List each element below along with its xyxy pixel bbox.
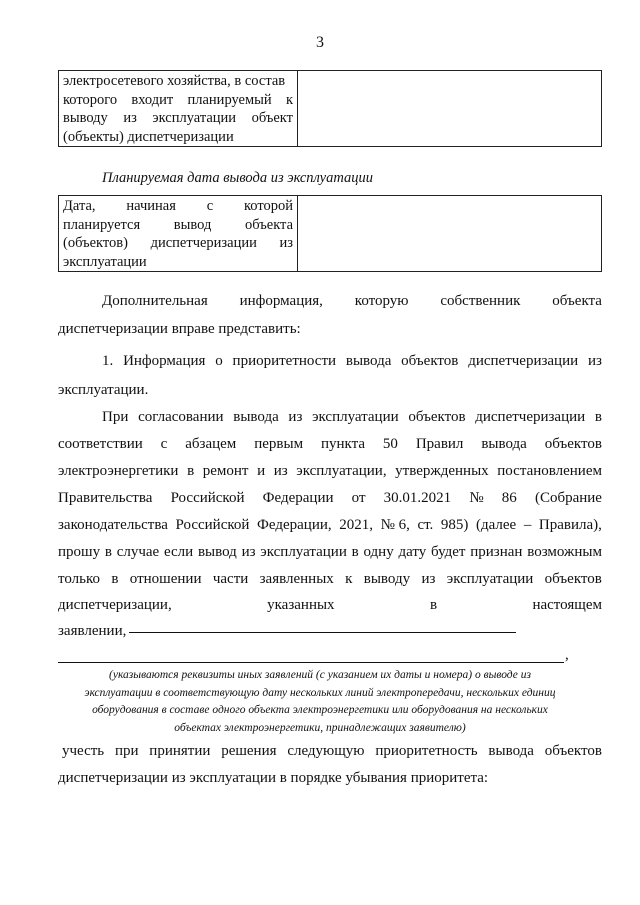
justified-line [58, 591, 602, 620]
word: части [212, 571, 249, 587]
word: из [273, 463, 288, 479]
word: возможным [527, 544, 602, 560]
additional-info-line1 [102, 287, 602, 316]
item1-line1 [102, 347, 602, 376]
word: законодательства [58, 517, 168, 533]
word: электроэнергетики [58, 463, 179, 479]
closing-line-2: диспетчеризации из эксплуатации в порядке убывания приоритета: [58, 770, 489, 786]
closing-line-1 [62, 737, 602, 766]
word: принятии [149, 743, 211, 759]
word: приоритетности [232, 353, 337, 369]
word: из [587, 353, 602, 369]
word: Правила), [538, 517, 602, 533]
word: утвержденных [395, 463, 489, 479]
value-cell-grid-1[interactable] [298, 71, 602, 147]
word: указанных [267, 597, 335, 613]
justified-line [58, 457, 602, 486]
word: из [241, 544, 256, 560]
word: № [469, 490, 484, 506]
word: только [58, 571, 101, 587]
justified-line [62, 737, 602, 766]
word: от [351, 490, 366, 506]
main-line-8 [58, 591, 602, 620]
word: Информация [123, 353, 206, 369]
word: (Собрание [534, 490, 602, 506]
word: объектов [401, 353, 459, 369]
fill-in-line-2[interactable] [58, 662, 564, 663]
word: настоящем [532, 597, 602, 613]
grid-table-1 [58, 70, 602, 147]
word: эксплуатации [260, 544, 347, 560]
date-table [58, 195, 602, 272]
word: диспетчеризации [475, 409, 586, 425]
word: При [102, 409, 129, 425]
justified-line [102, 403, 602, 432]
justified-line [58, 538, 602, 567]
main-line-7 [58, 565, 602, 594]
justified-line [102, 347, 602, 376]
word: Правительства [58, 490, 153, 506]
word: заявленных [259, 571, 334, 587]
word: Дополнительная [102, 293, 208, 309]
date-line: планируется вывод объекта [63, 216, 293, 233]
grid-1-line: электросетевого хозяйства, в состав [63, 73, 286, 89]
word: выводу [363, 571, 411, 587]
main-line-2 [58, 430, 602, 459]
date-line: эксплуатации [63, 253, 147, 270]
additional-info-line2: диспетчеризации вправе представить: [58, 321, 301, 337]
word: диспетчеризации, [58, 597, 172, 613]
fill-in-line-1[interactable] [129, 632, 516, 633]
date-line: (объектов) диспетчеризации из [63, 235, 293, 251]
grid-1-line: выводу из эксплуатации объект [63, 110, 293, 126]
word: из [421, 571, 436, 587]
main-line-4 [58, 484, 602, 513]
word: абзацем [185, 436, 237, 452]
justified-line [58, 511, 602, 540]
word: ст. [417, 517, 434, 533]
word: Правил [415, 436, 464, 452]
word: которую [354, 293, 409, 309]
word: эксплуатации [312, 409, 399, 425]
note-line: эксплуатации в соответствующую дату нескольких линий электропередачи, нескольких единиц [84, 686, 556, 699]
word: и [257, 463, 266, 479]
word: 30.01.2021 [383, 490, 452, 506]
word: учесть [62, 743, 105, 759]
word: вывода [488, 743, 534, 759]
word: объектов [544, 436, 602, 452]
word: следующую [287, 743, 365, 759]
justified-line [58, 430, 602, 459]
word: Федерации, [257, 517, 332, 533]
word: объектов [408, 409, 466, 425]
word: эксплуатации [446, 571, 534, 587]
note-line: (указываются реквизиты иных заявлений (с указанием их даты и номера) о выводе из [109, 669, 531, 681]
word: Российской [175, 517, 250, 533]
word: 985) [440, 517, 469, 533]
word: ремонт [202, 463, 249, 479]
label-cell-grid-1 [59, 71, 298, 147]
word: прошу [58, 544, 101, 560]
main-line-1 [102, 403, 602, 432]
page-number: 3 [316, 34, 324, 51]
word: случае [116, 544, 160, 560]
word: при [114, 743, 139, 759]
word: 2021, [339, 517, 373, 533]
word: Российской [170, 490, 245, 506]
word: в [594, 409, 602, 425]
word: в [187, 463, 195, 479]
word: собственник [440, 293, 521, 309]
word: согласовании [138, 409, 224, 425]
word: вывода [345, 353, 392, 369]
word: объекта [552, 293, 602, 309]
word: если [163, 544, 194, 560]
word: отношении [129, 571, 202, 587]
word: 86 [501, 490, 517, 506]
date-line: Дата, начиная с которой [63, 198, 293, 214]
explanatory-note [60, 667, 580, 737]
justified-line [58, 565, 602, 594]
main-line-9: заявлении, [58, 623, 127, 639]
word: (далее [476, 517, 517, 533]
word: из [288, 409, 303, 425]
word: с [160, 436, 168, 452]
section-heading: Планируемая дата вывода из эксплуатации [102, 170, 374, 186]
word: эксплуатации, [296, 463, 387, 479]
justified-line [102, 287, 602, 316]
note-line: объектах электроэнергетики, принадлежащих заявителю) [174, 721, 466, 734]
word: диспетчеризации [468, 353, 579, 369]
word: вывода [481, 436, 527, 452]
word: о [215, 353, 223, 369]
word: Федерации [262, 490, 334, 506]
word: постановлением [497, 463, 602, 479]
word: – [523, 517, 532, 533]
word: 1. [102, 353, 114, 369]
word: в [351, 544, 359, 560]
word: объектов [544, 571, 602, 587]
item1-line2: эксплуатации. [58, 382, 149, 398]
word: дату [398, 544, 427, 560]
value-cell-date[interactable] [298, 196, 602, 272]
main-line-3 [58, 457, 602, 486]
word: в [111, 571, 119, 587]
word: вывод [197, 544, 237, 560]
word: будет [431, 544, 466, 560]
word: пункта [320, 436, 366, 452]
word: в [429, 597, 438, 613]
word: в [104, 544, 112, 560]
word: к [345, 571, 353, 587]
word: соответствии [58, 436, 143, 452]
word: первым [254, 436, 304, 452]
word: информация, [239, 293, 323, 309]
word: решения [221, 743, 277, 759]
word: вывода [233, 409, 279, 425]
word: приоритетность [375, 743, 478, 759]
main-line-5 [58, 511, 602, 540]
justified-line [58, 484, 602, 513]
word: 50 [382, 436, 398, 452]
grid-1-line: (объекты) диспетчеризации [63, 128, 234, 145]
word: признан [470, 544, 523, 560]
word: объектов [544, 743, 602, 759]
word: № 6, [380, 517, 410, 533]
word: одну [363, 544, 394, 560]
note-line: оборудования в составе одного объекта электроэнергетики или оборудования на нескольких [92, 704, 548, 716]
fill-in-comma: , [565, 647, 569, 663]
grid-1-line: которого входит планируемый к [63, 91, 293, 108]
label-cell-date [59, 196, 298, 272]
main-line-6 [58, 538, 602, 567]
